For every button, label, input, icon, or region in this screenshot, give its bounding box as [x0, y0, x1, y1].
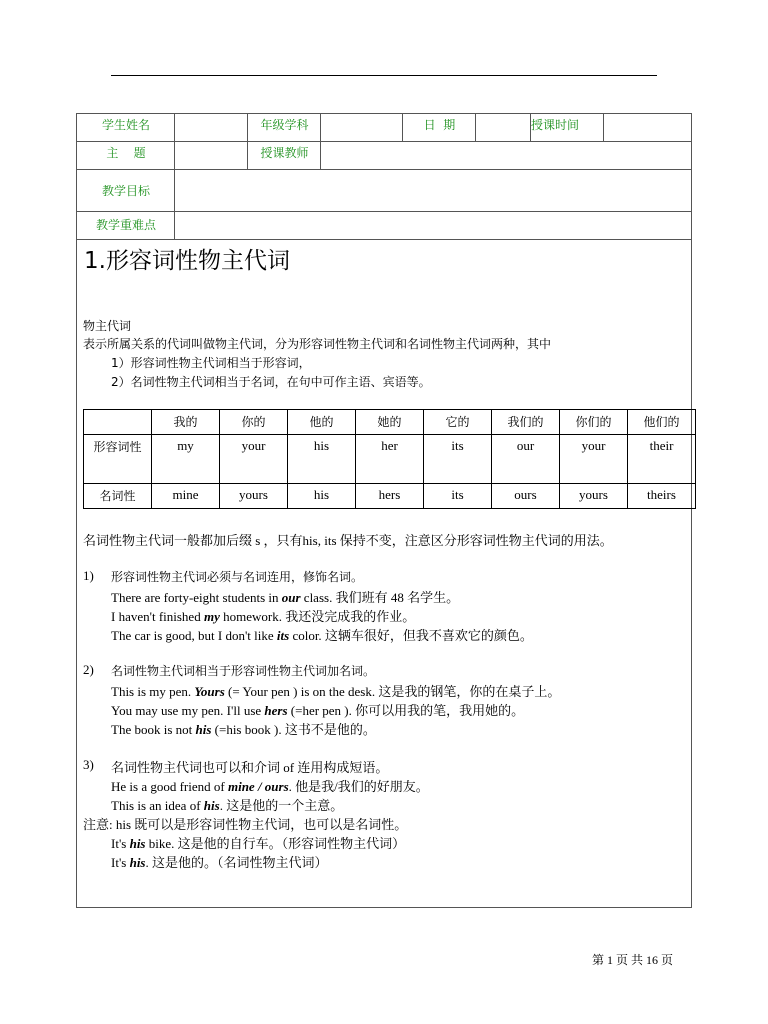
extra-note: 注意: his 既可以是形容词性物主代词，也可以是名词性。 [83, 817, 408, 832]
label-topic: 主 题 [106, 146, 146, 160]
label-grade-subject: 年级学科 [260, 118, 309, 132]
cell-value-objectives[interactable] [175, 170, 691, 212]
table-cell: his [288, 484, 356, 509]
table-cell: her [356, 435, 424, 484]
table-row-nominal [84, 484, 696, 509]
intro-text: 表示所属关系的代词叫做物主代词，分为形容词性物主代词和名词性物主代词两种，其中 [83, 337, 552, 351]
intro-point-2: 2）名词性物主代词相当于名词，在句中可作主语、宾语等。 [111, 375, 431, 389]
table-row-adjectival [84, 435, 696, 484]
section-number: 2) [83, 662, 94, 677]
table-cell: ours [492, 484, 560, 509]
example-sentence: It's his. 这是他的。（名词性物主代词） [111, 855, 328, 870]
example-sentence: This is my pen. Yours (= Your pen ) is on the desk. 这是我的钢笔，你的在桌子上。 [111, 684, 561, 699]
note-text: 名词性物主代词一般都加后缀 s ，只有his, its 保持不变，注意区分形容词性物主代词的用法。 [83, 533, 613, 548]
example-sentence: He is a good friend of mine / ours. 他是我/我们的好朋友。 [111, 779, 429, 794]
table-cell: his [288, 435, 356, 484]
cell-value-student-name[interactable] [175, 114, 248, 142]
table-header-cell: 她的 [356, 410, 424, 435]
cell-value-class-time[interactable] [604, 114, 691, 142]
example-sentence: It's his bike. 这是他的自行车。（形容词性物主代词） [111, 836, 406, 851]
example-sentence: There are forty-eight students in our class. 我们班有 48 名学生。 [111, 590, 460, 605]
example-sentence: The car is good, but I don't like its color. 这辆车很好，但我不喜欢它的颜色。 [111, 628, 533, 643]
table-header-cell: 他们的 [628, 410, 696, 435]
table-row-label: 形容词性 [84, 435, 152, 484]
cell-value-date[interactable] [476, 114, 531, 142]
table-cell: your [560, 435, 628, 484]
section-number: 3) [83, 757, 94, 772]
table-cell: theirs [628, 484, 696, 509]
table-cell: your [220, 435, 288, 484]
cell-value-grade-subject[interactable] [321, 114, 403, 142]
table-header-cell: 我的 [152, 410, 220, 435]
table-cell: its [424, 435, 492, 484]
table-cell: mine [152, 484, 220, 509]
example-sentence: This is an idea of his. 这是他的一个主意。 [111, 798, 344, 813]
cell-value-key-points[interactable] [175, 212, 691, 240]
table-cell: our [492, 435, 560, 484]
cell-value-topic[interactable] [175, 142, 248, 170]
table-cell: hers [356, 484, 424, 509]
label-date: 日 期 [423, 118, 456, 132]
table-header-cell: 我们的 [492, 410, 560, 435]
table-header-cell: 它的 [424, 410, 492, 435]
lesson-title: 1.形容词性物主代词 [84, 248, 290, 274]
table-header-row [84, 410, 696, 435]
table-cell: my [152, 435, 220, 484]
section-heading: 形容词性物主代词必须与名词连用，修饰名词。 [111, 570, 364, 584]
table-row-label: 名词性 [84, 484, 152, 509]
page-number: 第 1 页 共 16 页 [592, 953, 674, 967]
example-sentence: You may use my pen. I'll use hers (=her pen ). 你可以用我的笔，我用她的。 [111, 703, 525, 718]
cell-value-teacher[interactable] [321, 142, 691, 170]
label-objectives: 教学目标 [101, 184, 150, 198]
table-cell: yours [560, 484, 628, 509]
table-header-cell: 你们的 [560, 410, 628, 435]
table-cell: yours [220, 484, 288, 509]
table-header-cell [84, 410, 152, 435]
example-sentence: The book is not his (=his book ). 这书不是他的。 [111, 722, 376, 737]
table-cell: their [628, 435, 696, 484]
label-key-points: 教学重难点 [95, 218, 156, 232]
section-heading: 物主代词 [83, 319, 132, 333]
example-sentence: I haven't finished my homework. 我还没完成我的作业。 [111, 609, 416, 624]
section-number: 1) [83, 568, 94, 583]
table-header-cell: 你的 [220, 410, 288, 435]
section-heading: 名词性物主代词相当于形容词性物主代词加名词。 [111, 664, 376, 678]
possessive-pronoun-table [83, 409, 696, 509]
label-teacher: 授课教师 [260, 146, 309, 160]
intro-point-1: 1）形容词性物主代词相当于形容词， [111, 356, 311, 370]
label-student-name: 学生姓名 [101, 118, 150, 132]
section-heading: 名词性物主代词也可以和介词 of 连用构成短语。 [111, 760, 389, 775]
header-rule [111, 75, 657, 76]
label-class-time: 授课时间 [531, 118, 580, 132]
table-cell: its [424, 484, 492, 509]
table-header-cell: 他的 [288, 410, 356, 435]
